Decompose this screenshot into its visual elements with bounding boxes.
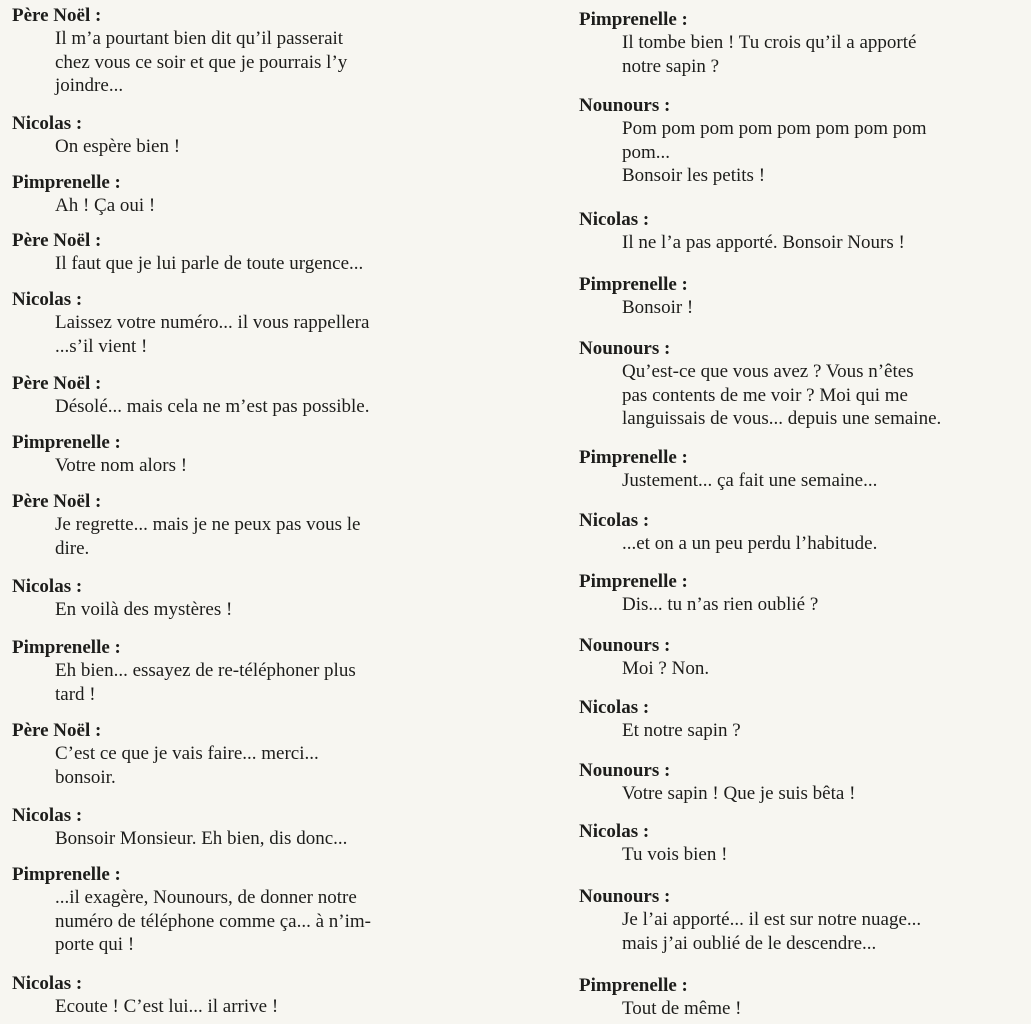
dialogue-entry — [12, 973, 464, 1019]
dialogue-line: Tu vois bien ! — [622, 844, 728, 865]
dialogue-line: chez vous ce soir et que je pourrais l’y — [55, 51, 348, 73]
dialogue-line: ...il exagère, Nounours, de donner notre — [55, 887, 357, 908]
dialogue-line: Votre sapin ! Que je suis bêta ! — [622, 783, 856, 804]
dialogue-line: ...s’il vient ! — [55, 335, 148, 357]
dialogue-entry — [12, 289, 464, 358]
speaker-name: Nounours : — [579, 635, 671, 656]
speaker-name: Pimprenelle : — [12, 432, 121, 453]
dialogue-line: Désolé... mais cela ne m’est pas possible. — [55, 396, 370, 417]
dialogue-entry — [579, 209, 1025, 255]
dialogue-entry — [12, 432, 464, 478]
speaker-name: Père Noël : — [12, 373, 102, 394]
speaker-name: Nicolas : — [12, 289, 83, 310]
dialogue-line: On espère bien ! — [55, 136, 181, 157]
dialogue-entry — [579, 697, 1025, 743]
dialogue-line: Bonsoir les petits ! — [622, 165, 766, 186]
dialogue-entry — [12, 5, 464, 98]
dialogue-entry — [12, 491, 464, 560]
dialogue-line: numéro de téléphone comme ça... à n’im- — [55, 910, 372, 932]
dialogue-line: Votre nom alors ! — [55, 455, 188, 476]
dialogue-line: dire. — [55, 537, 90, 559]
dialogue-line: Moi ? Non. — [622, 658, 710, 679]
speaker-name: Nicolas : — [579, 209, 650, 230]
speaker-name: Pimprenelle : — [579, 274, 688, 295]
dialogue-line: pom... — [622, 141, 671, 163]
speaker-name: Nounours : — [579, 886, 671, 907]
dialogue-line: tard ! — [55, 683, 96, 705]
dialogue-line: C’est ce que je vais faire... merci... — [55, 743, 319, 764]
speaker-name: Nounours : — [579, 95, 671, 116]
dialogue-line: Ecoute ! C’est lui... il arrive ! — [55, 996, 279, 1017]
dialogue-entry — [579, 338, 1025, 431]
dialogue-line: Je regrette... mais je ne peux pas vous le — [55, 514, 361, 535]
speaker-name: Nicolas : — [12, 973, 83, 994]
speaker-name: Nicolas : — [12, 805, 83, 826]
dialogue-entry — [12, 576, 464, 622]
dialogue-line: Ah ! Ça oui ! — [55, 195, 156, 216]
speaker-name: Pimprenelle : — [579, 9, 688, 30]
speaker-name: Pimprenelle : — [579, 571, 688, 592]
dialogue-line: Dis... tu n’as rien oublié ? — [622, 594, 819, 615]
dialogue-entry — [12, 230, 464, 276]
dialogue-line: Qu’est-ce que vous avez ? Vous n’êtes — [622, 361, 914, 382]
dialogue-entry — [579, 510, 1025, 556]
dialogue-line: porte qui ! — [55, 934, 135, 955]
speaker-name: Nicolas : — [12, 576, 83, 597]
dialogue-line: ...et on a un peu perdu l’habitude. — [622, 533, 878, 554]
dialogue-line: joindre... — [55, 75, 124, 96]
speaker-name: Nounours : — [579, 760, 671, 781]
dialogue-entry — [12, 805, 464, 851]
dialogue-entry — [579, 760, 1025, 806]
speaker-name: Pimprenelle : — [579, 975, 688, 996]
dialogue-line: mais j’ai oublié de le descendre... — [622, 932, 877, 954]
dialogue-entry — [579, 571, 1025, 617]
dialogue-line: Bonsoir ! — [622, 297, 694, 318]
dialogue-entry — [579, 447, 1025, 493]
dialogue-line: notre sapin ? — [622, 55, 720, 77]
dialogue-line: languissais de vous... depuis une semaine. — [622, 408, 942, 429]
speaker-name: Pimprenelle : — [12, 637, 121, 658]
speaker-name: Père Noël : — [12, 5, 102, 26]
dialogue-line: Justement... ça fait une semaine... — [622, 470, 878, 491]
dialogue-entry — [12, 113, 464, 159]
speaker-name: Nounours : — [579, 338, 671, 359]
speaker-name: Nicolas : — [579, 697, 650, 718]
dialogue-line: Bonsoir Monsieur. Eh bien, dis donc... — [55, 828, 348, 849]
speaker-name: Père Noël : — [12, 491, 102, 512]
dialogue-entry — [12, 720, 464, 789]
dialogue-line: Il faut que je lui parle de toute urgence... — [55, 253, 364, 274]
dialogue-entry — [579, 9, 1025, 78]
speaker-name: Pimprenelle : — [12, 864, 121, 885]
dialogue-entry — [579, 821, 1025, 867]
dialogue-entry — [579, 886, 1025, 955]
dialogue-line: Il ne l’a pas apporté. Bonsoir Nours ! — [622, 232, 905, 253]
dialogue-line: Pom pom pom pom pom pom pom pom — [622, 118, 927, 139]
speaker-name: Nicolas : — [579, 821, 650, 842]
dialogue-line: bonsoir. — [55, 766, 116, 788]
speaker-name: Pimprenelle : — [12, 172, 121, 193]
dialogue-entry — [579, 274, 1025, 320]
speaker-name: Nicolas : — [12, 113, 83, 134]
dialogue-line: pas contents de me voir ? Moi qui me — [622, 384, 908, 406]
dialogue-entry — [12, 637, 464, 706]
dialogue-line: Il tombe bien ! Tu crois qu’il a apporté — [622, 32, 917, 53]
speaker-name: Nicolas : — [579, 510, 650, 531]
dialogue-line: En voilà des mystères ! — [55, 599, 233, 620]
dialogue-entry — [12, 172, 464, 218]
dialogue-entry — [579, 95, 1025, 188]
dialogue-line: Tout de même ! — [622, 998, 742, 1019]
dialogue-line: Je l’ai apporté... il est sur notre nuage... — [622, 909, 922, 930]
dialogue-entry — [579, 975, 1025, 1021]
dialogue-line: Eh bien... essayez de re-téléphoner plus — [55, 660, 356, 681]
speaker-name: Pimprenelle : — [579, 447, 688, 468]
speaker-name: Père Noël : — [12, 720, 102, 741]
dialogue-line: Il m’a pourtant bien dit qu’il passerait — [55, 28, 344, 49]
dialogue-entry — [12, 864, 464, 957]
dialogue-line: Et notre sapin ? — [622, 720, 741, 741]
dialogue-entry — [12, 373, 464, 419]
dialogue-line: Laissez votre numéro... il vous rappellera — [55, 312, 370, 333]
speaker-name: Père Noël : — [12, 230, 102, 251]
dialogue-entry — [579, 635, 1025, 681]
